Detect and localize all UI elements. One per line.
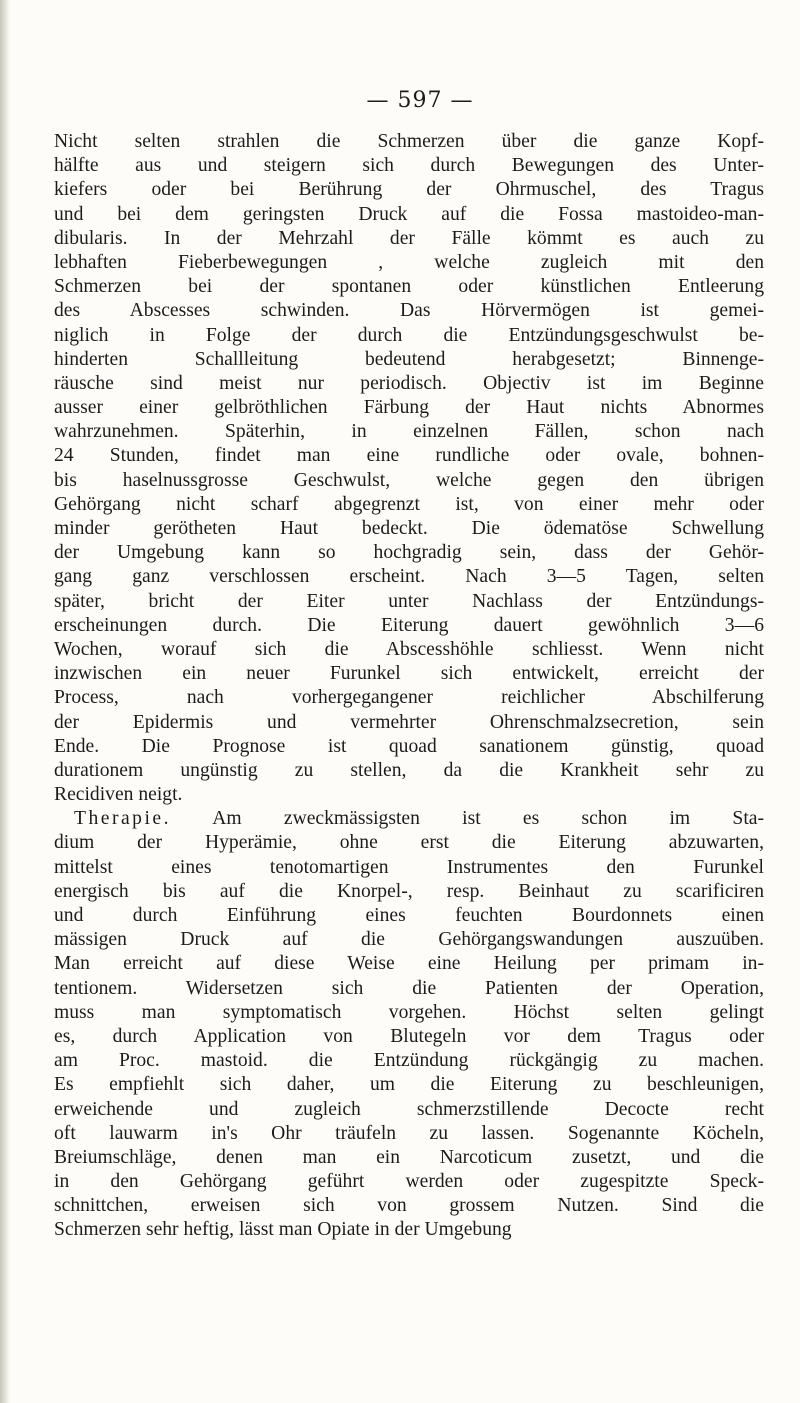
text-line: Gehörgang nicht scharf abgegrenzt ist, von einer mehr oder (54, 493, 764, 515)
text-line: und durch Einführung eines feuchten Bourdonnets einen (54, 905, 764, 926)
text-line: bis haselnussgrosse Geschwulst, welche gegen den übrigen (54, 469, 764, 491)
text-line: Nicht selten strahlen die Schmerzen über die ganze Kopf- (54, 131, 764, 152)
text-line: der Umgebung kann so hochgradig sein, dass der Gehör- (54, 542, 764, 564)
text-line: erweichende und zugleich schmerzstillende Decocte recht (54, 1098, 764, 1120)
page-number: — 597 — (366, 88, 474, 113)
text-line: durationem ungünstig zu stellen, da die Krankheit sehr zu (54, 759, 764, 781)
text-line: wahrzunehmen. Späterhin, in einzelnen Fällen, schon nach (54, 421, 764, 443)
text-line: schnittchen, erweisen sich von grossem Nutzen. Sind die (54, 1195, 764, 1217)
text-line: inzwischen ein neuer Furunkel sich entwickelt, erreicht der (54, 663, 764, 685)
text-line: niglich in Folge der durch die Entzündungsgeschwulst be- (54, 324, 764, 346)
text-line: gang ganz verschlossen erscheint. Nach 3—5 Tagen, selten (54, 566, 764, 588)
text-line: in den Gehörgang geführt werden oder zugespitzte Speck- (54, 1171, 764, 1193)
text-line: minder gerötheten Haut bedeckt. Die ödematöse Schwellung (54, 518, 764, 539)
text-line: mässigen Druck auf die Gehörgangswandungen auszuüben. (54, 929, 764, 951)
text-line: der Epidermis und vermehrter Ohrenschmalzsecretion, sein (54, 711, 764, 733)
text-line: dibularis. In der Mehrzahl der Fälle kömmt es auch zu (54, 227, 764, 249)
text-line: Wochen, worauf sich die Abscesshöhle schliesst. Wenn nicht (54, 638, 764, 660)
text-line: oft lauwarm in's Ohr träufeln zu lassen. Sogenannte Köcheln, (54, 1122, 764, 1144)
text-line: des Abscesses schwinden. Das Hörvermögen ist gemei- (54, 300, 764, 322)
text-line: Es empfiehlt sich daher, um die Eiterung zu beschleunigen, (54, 1074, 764, 1096)
text-line: mittelst eines tenotomartigen Instrumentes den Furunkel (54, 856, 764, 878)
text-line: Recidiven neigt. (54, 784, 183, 806)
binding-edge (0, 0, 10, 1403)
text-line: lebhaften Fieberbewegungen , welche zugleich mit den (54, 251, 764, 273)
text-line: Schmerzen bei der spontanen oder künstlichen Entleerung (54, 276, 764, 298)
text-line: tentionem. Widersetzen sich die Patienten der Operation, (54, 977, 764, 999)
text-line: dium der Hyperämie, ohne erst die Eiterung abzuwarten, (54, 832, 764, 854)
text-line: erscheinungen durch. Die Eiterung dauert gewöhnlich 3—6 (54, 614, 764, 636)
text-line: Am zweckmässigsten ist es schon im Sta- (212, 808, 764, 830)
text-line: Breiumschläge, denen man ein Narcoticum zusetzt, und die (54, 1146, 764, 1168)
text-line: es, durch Application von Blutegeln vor dem Tragus oder (54, 1025, 764, 1047)
text-line: Process, nach vorhergegangener reichlicher Abschilferung (54, 687, 764, 709)
text-line: muss man symptomatisch vorgehen. Höchst selten gelingt (54, 1001, 764, 1023)
text-line: Schmerzen sehr heftig, lässt man Opiate in der Umgebung (54, 1219, 512, 1241)
text-line: 24 Stunden, findet man eine rundliche oder ovale, bohnen- (54, 445, 764, 467)
text-line: Man erreicht auf diese Weise eine Heilung per primam in- (54, 953, 764, 975)
text-line: hinderten Schallleitung bedeutend herabgesetzt; Binnenge- (54, 348, 764, 370)
text-line: am Proc. mastoid. die Entzündung rückgängig zu machen. (54, 1050, 764, 1072)
therapy-paragraph-start (54, 807, 764, 831)
text-line: und bei dem geringsten Druck auf die Fossa mastoideo-man- (54, 203, 764, 225)
body-text (54, 130, 764, 1243)
text-line: hälfte aus und steigern sich durch Bewegungen des Unter- (54, 155, 764, 177)
text-line: später, bricht der Eiter unter Nachlass der Entzündungs- (54, 590, 764, 612)
text-line: energisch bis auf die Knorpel-, resp. Beinhaut zu scarificiren (54, 880, 764, 902)
text-line: Ende. Die Prognose ist quoad sanationem günstig, quoad (54, 735, 764, 757)
text-line: räusche sind meist nur periodisch. Objectiv ist im Beginne (54, 372, 764, 394)
text-line: kiefers oder bei Berührung der Ohrmuschel, des Tragus (54, 179, 764, 201)
text-line: ausser einer gelbröthlichen Färbung der Haut nichts Abnormes (54, 397, 764, 419)
section-heading-therapie: Therapie. (74, 808, 172, 830)
